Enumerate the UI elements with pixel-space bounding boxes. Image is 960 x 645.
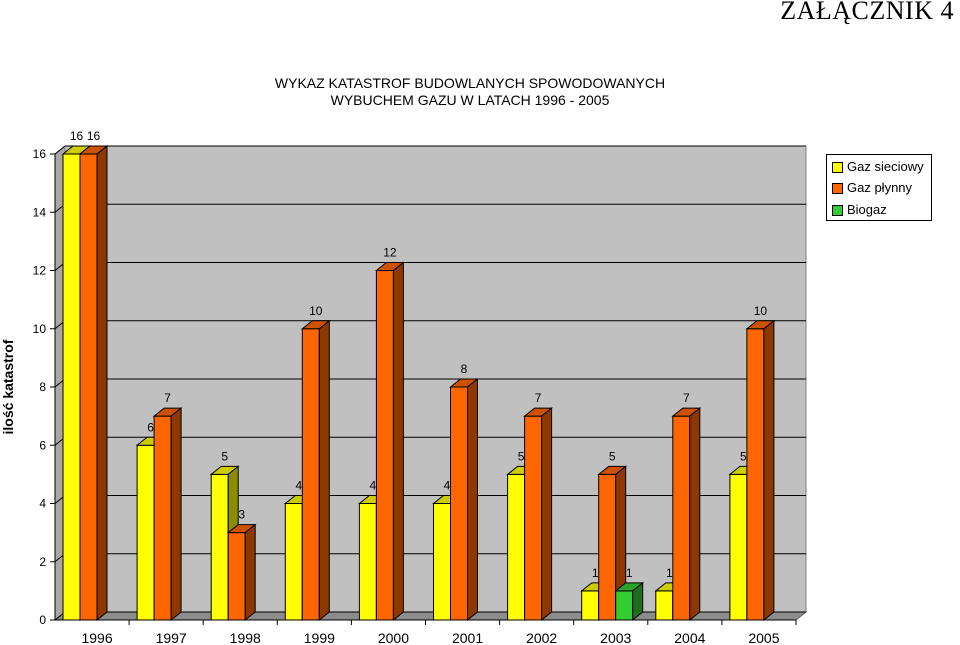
data-label: 5 — [221, 449, 229, 464]
bar-side-face — [690, 408, 700, 620]
y-tick-label: 6 — [39, 438, 46, 453]
legend-swatch-gaz-plynny — [832, 183, 843, 194]
y-tick-label: 16 — [32, 147, 46, 161]
bar-gaz-sieciowy-2002 — [508, 474, 525, 620]
data-label: 5 — [740, 449, 747, 464]
bar-gaz-sieciowy-2004 — [656, 591, 673, 620]
x-tick-label: 2002 — [526, 630, 558, 645]
bar-gaz-płynny-2000 — [376, 271, 393, 621]
data-label: 7 — [682, 391, 690, 406]
bar-gaz-płynny-1997 — [154, 416, 171, 620]
data-label: 5 — [517, 449, 525, 464]
bar-gaz-płynny-2001 — [451, 387, 468, 620]
data-label: 4 — [443, 478, 451, 493]
bar-side-face — [97, 146, 107, 620]
bar-gaz-sieciowy-1997 — [137, 445, 154, 620]
bar-gaz-płynny-2003 — [599, 474, 616, 620]
x-tick-label: 2004 — [674, 630, 706, 645]
bar-gaz-sieciowy-2000 — [359, 504, 376, 621]
bar-side-face — [245, 525, 255, 620]
x-tick-label: 1997 — [155, 630, 187, 645]
bar-side-face — [764, 321, 774, 620]
chart-title-line-1: WYKAZ KATASTROF BUDOWLANYCH SPOWODOWANYCH — [274, 75, 666, 91]
y-tick-label: 4 — [39, 496, 46, 511]
data-label: 1 — [625, 565, 633, 580]
legend-label-gaz-plynny: Gaz płynny — [847, 180, 913, 195]
bar-gaz-sieciowy-1998 — [211, 474, 228, 620]
data-label: 16 — [86, 129, 101, 143]
data-label: 10 — [753, 303, 768, 318]
bar-gaz-płynny-1999 — [302, 329, 319, 620]
data-label: 10 — [309, 303, 323, 318]
y-axis-title: ilość katastrof — [0, 339, 16, 435]
bar-gaz-płynny-1996 — [80, 154, 97, 620]
bar-biogaz-2003 — [616, 591, 633, 620]
x-tick-label: 2005 — [748, 630, 780, 645]
bar-side-face — [171, 408, 181, 620]
y-tick-label: 14 — [32, 205, 46, 220]
data-label: 12 — [383, 245, 397, 260]
data-label: 1 — [665, 565, 673, 580]
data-label: 4 — [369, 478, 377, 493]
bar-side-face — [319, 321, 329, 620]
x-tick-label: 2003 — [600, 630, 632, 645]
x-tick-label: 1996 — [81, 630, 113, 645]
legend-swatch-gaz-sieciowy — [832, 162, 843, 173]
data-label: 1 — [591, 565, 599, 580]
x-tick-label: 1999 — [303, 630, 335, 645]
bar-gaz-sieciowy-2005 — [730, 474, 747, 620]
data-label: 3 — [238, 507, 246, 522]
bar-gaz-płynny-1998 — [228, 533, 245, 620]
y-tick-label: 0 — [39, 613, 46, 627]
x-tick-label: 2001 — [451, 630, 484, 645]
bar-gaz-płynny-2005 — [747, 329, 764, 620]
bar-side-face — [468, 379, 478, 620]
y-tick-label: 2 — [39, 554, 46, 569]
bar-gaz-płynny-2002 — [525, 416, 542, 620]
x-tick-label: 2000 — [377, 630, 410, 645]
data-label: 5 — [608, 449, 616, 464]
bar-gaz-sieciowy-2001 — [434, 504, 451, 621]
bar-gaz-sieciowy-1996 — [63, 154, 80, 620]
data-label: 8 — [460, 362, 468, 376]
data-label: 7 — [534, 391, 542, 406]
bar-side-face — [393, 263, 403, 621]
legend-swatch-biogaz — [832, 205, 843, 216]
x-tick-label: 1998 — [229, 630, 261, 645]
legend-label-gaz-sieciowy: Gaz sieciowy — [847, 159, 924, 174]
data-label: 7 — [164, 391, 171, 406]
bar-gaz-płynny-2004 — [673, 416, 690, 620]
chart-legend — [826, 154, 932, 221]
legend-label-biogaz: Biogaz — [847, 202, 887, 217]
data-label: 16 — [69, 129, 84, 143]
chart-title-line-2: WYBUCHEM GAZU W LATACH 1996 - 2005 — [330, 92, 610, 108]
annex-label: ZAŁĄCZNIK 4 — [780, 0, 954, 25]
y-tick-label: 8 — [39, 380, 46, 394]
bar-gaz-sieciowy-1999 — [285, 504, 302, 621]
data-label: 4 — [295, 478, 303, 493]
bar-gaz-sieciowy-2003 — [582, 591, 599, 620]
bar-side-face — [542, 408, 552, 620]
data-label: 6 — [147, 420, 154, 435]
y-tick-label: 12 — [32, 263, 46, 278]
y-tick-label: 10 — [32, 321, 46, 336]
